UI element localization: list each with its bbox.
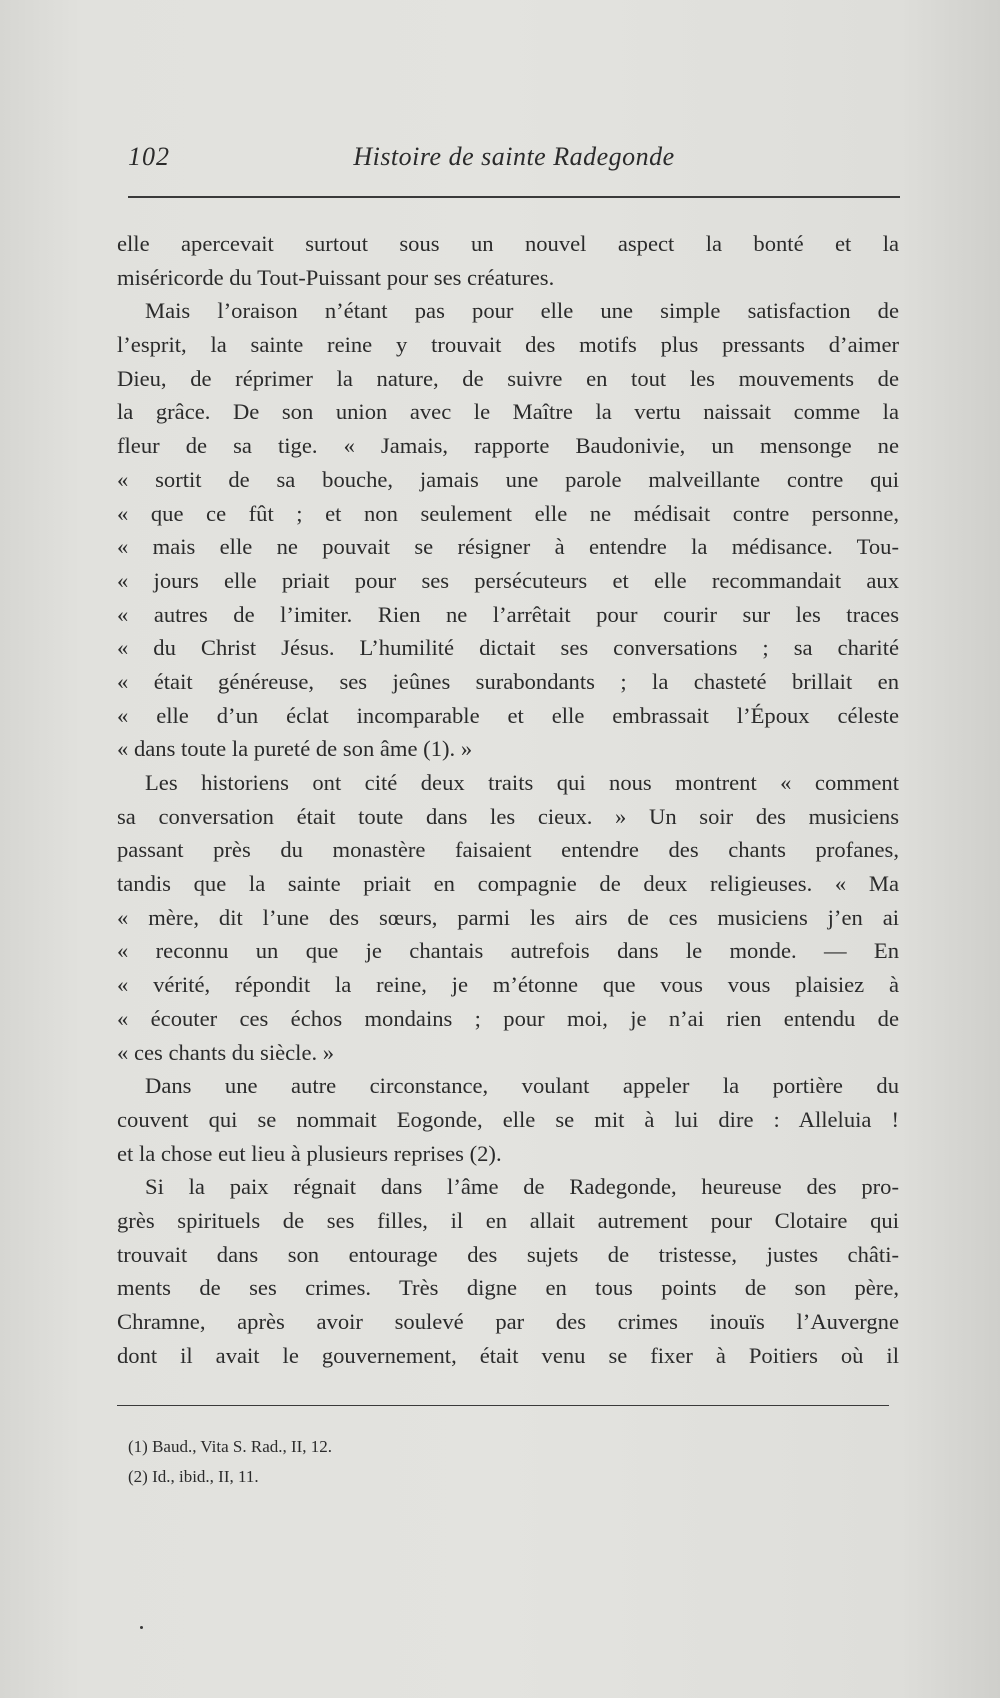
text-line: « sortit de sa bouche, jamais une parole malveillante contre qui — [117, 466, 899, 492]
body-text — [117, 227, 899, 1372]
text-line: trouvait dans son entourage des sujets de tristesse, justes châti- — [117, 1241, 899, 1267]
text-line: « ces chants du siècle. » — [117, 1039, 335, 1065]
text-line: « était généreuse, ses jeûnes surabondants ; la chasteté brillait en — [117, 668, 899, 694]
header-rule — [128, 196, 900, 198]
page-number: 102 — [128, 142, 170, 171]
footnotes — [128, 1432, 728, 1492]
text-line: « reconnu un que je chantais autrefois dans le monde. — En — [117, 938, 899, 964]
text-line: et la chose eut lieu à plusieurs reprises (2). — [117, 1140, 502, 1166]
text-line: « dans toute la pureté de son âme (1). » — [117, 736, 473, 762]
text-line: grès spirituels de ses filles, il en allait autrement pour Clotaire qui — [117, 1207, 899, 1233]
footnote: (1) Baud., Vita S. Rad., II, 12. — [128, 1437, 333, 1456]
text-line: « vérité, répondit la reine, je m’étonne que vous vous plaisiez à — [117, 972, 899, 998]
footnote: (2) Id., ibid., II, 11. — [128, 1467, 259, 1486]
text-line: couvent qui se nommait Eogonde, elle se mit à lui dire : Alleluia ! — [117, 1106, 899, 1132]
text-line: « elle d’un éclat incomparable et elle embrassait l’Époux céleste — [117, 702, 899, 728]
text-line: tandis que la sainte priait en compagnie de deux religieuses. « Ma — [117, 871, 899, 897]
text-line: l’esprit, la sainte reine y trouvait des motifs plus pressants d’aimer — [117, 332, 899, 358]
text-line: ments de ses crimes. Très digne en tous points de son père, — [117, 1275, 899, 1301]
text-line: « mais elle ne pouvait se résigner à entendre la médisance. Tou- — [117, 534, 899, 560]
text-line: Chramne, après avoir soulevé par des crimes inouïs l’Auvergne — [117, 1309, 899, 1334]
running-title: Histoire de sainte Radegonde — [353, 142, 675, 171]
text-line: Si la paix régnait dans l’âme de Radegonde, heureuse des pro- — [145, 1174, 899, 1200]
text-line: Dieu, de réprimer la nature, de suivre en tout les mouvements de — [117, 365, 899, 391]
page-header — [128, 142, 900, 182]
text-line: « mère, dit l’une des sœurs, parmi les airs de ces musiciens j’en ai — [117, 904, 899, 930]
text-line: « autres de l’imiter. Rien ne l’arrêtait pour courir sur les traces — [117, 601, 899, 627]
text-line: Les historiens ont cité deux traits qui nous montrent « comment — [145, 770, 899, 795]
text-line: la grâce. De son union avec le Maître la vertu naissait comme la — [117, 399, 899, 425]
text-line: « du Christ Jésus. L’humilité dictait ses conversations ; sa charité — [117, 635, 899, 661]
print-speck — [140, 1626, 143, 1629]
text-line: sa conversation était toute dans les cieux. » Un soir des musiciens — [117, 803, 899, 829]
text-line: « écouter ces échos mondains ; pour moi, je n’ai rien entendu de — [117, 1005, 899, 1031]
footnote-rule — [117, 1405, 889, 1406]
text-line: « jours elle priait pour ses persécuteurs et elle recommandait aux — [117, 567, 899, 593]
text-line: Dans une autre circonstance, voulant appeler la portière du — [145, 1073, 899, 1099]
text-line: Mais l’oraison n’étant pas pour elle une simple satisfaction de — [145, 298, 899, 324]
text-line: dont il avait le gouvernement, était venu se fixer à Poitiers où il — [117, 1342, 899, 1368]
text-line: fleur de sa tige. « Jamais, rapporte Baudonivie, un mensonge ne — [117, 433, 899, 459]
text-line: miséricorde du Tout-Puissant pour ses créatures. — [117, 264, 555, 290]
text-line: « que ce fût ; et non seulement elle ne médisait contre personne, — [117, 500, 899, 526]
text-line: elle apercevait surtout sous un nouvel aspect la bonté et la — [117, 231, 899, 256]
text-line: passant près du monastère faisaient entendre des chants profanes, — [117, 837, 899, 863]
